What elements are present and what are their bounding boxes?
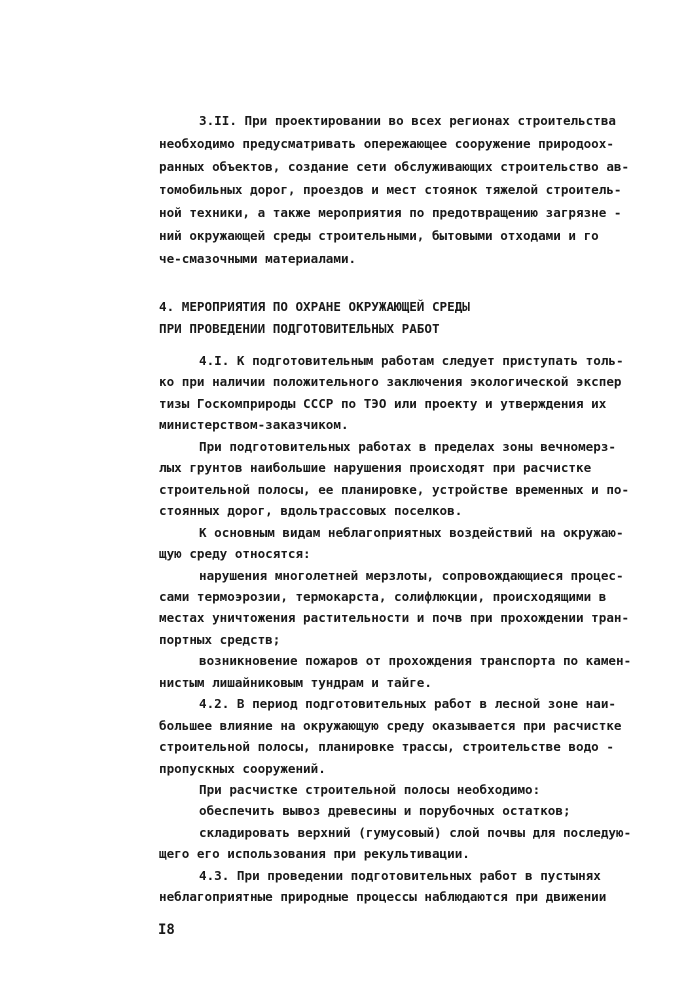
text-line: необходимо предусматривать опережающее сооружение природоох-	[159, 136, 614, 151]
text-line: портных средств;	[159, 632, 281, 647]
text-line: ний окружающей среды строительными, бытовыми отходами и го	[159, 228, 599, 243]
text-line: щую среду относятся:	[159, 546, 311, 561]
page-number: I8	[158, 922, 175, 938]
text-line: строительной полосы, ее планировке, устройстве временных и по-	[159, 482, 630, 497]
text-line: 4.2. В период подготовительных работ в лесной зоне наи-	[199, 696, 617, 711]
text-line: 4.3. При проведении подготовительных работ в пустынях	[199, 868, 601, 883]
text-line: большее влияние на окружающую среду оказывается при расчистке	[159, 718, 622, 733]
text-line: При подготовительных работах в пределах зоны вечномерз-	[199, 439, 617, 454]
text-line: местах уничтожения растительности и почв при прохождении тран-	[159, 610, 630, 625]
text-line: че-смазочными материалами.	[159, 251, 357, 266]
text-line: нарушения многолетней мерзлоты, сопровождающиеся процес-	[199, 568, 624, 583]
text-line: сами термоэрозии, термокарста, солифлюкции, происходящими в	[159, 589, 607, 604]
text-line: складировать верхний (гумусовый) слой почвы для последую-	[199, 825, 632, 840]
text-line: 4.I. К подготовительным работам следует приступать толь-	[199, 353, 624, 368]
text-line: обеспечить вывоз древесины и порубочных остатков;	[199, 803, 571, 818]
text-line: стоянных дорог, вдольтрассовых поселков.	[159, 503, 463, 518]
text-line: пропускных сооружений.	[159, 761, 326, 776]
text-line: щего его использования при рекультивации.	[159, 846, 470, 861]
text-line: неблагоприятные природные процессы наблюдаются при движении	[159, 889, 607, 904]
text-line: возникновение пожаров от прохождения транспорта по камен-	[199, 653, 632, 668]
heading-line: ПРИ ПРОВЕДЕНИИ ПОДГОТОВИТЕЛЬНЫХ РАБОТ	[159, 321, 440, 336]
text-line: ко при наличии положительного заключения экологической экспер	[159, 374, 622, 389]
text-line: тизы Госкомприроды СССР по ТЭО или проекту и утверждения их	[159, 396, 607, 411]
text-line: ранных объектов, создание сети обслуживающих строительство ав-	[159, 159, 630, 174]
text-line: 3.II. При проектировании во всех регионах строительства	[199, 113, 617, 128]
text-line: При расчистке строительной полосы необходимо:	[199, 782, 541, 797]
text-line: строительной полосы, планировке трассы, строительстве водо -	[159, 739, 614, 754]
text-line: К основным видам неблагоприятных воздействий на окружаю-	[199, 525, 624, 540]
heading-line: 4. МЕРОПРИЯТИЯ ПО ОХРАНЕ ОКРУЖАЮЩЕЙ СРЕДЫ	[159, 299, 470, 314]
text-line: нистым лишайниковым тундрам и тайге.	[159, 675, 432, 690]
text-line: томобильных дорог, проездов и мест стоянок тяжелой строитель-	[159, 182, 622, 197]
text-line: министерством-заказчиком.	[159, 417, 349, 432]
text-line: ной техники, а также мероприятия по предотвращению загрязне -	[159, 205, 622, 220]
text-line: лых грунтов наибольшие нарушения происходят при расчистке	[159, 460, 592, 475]
